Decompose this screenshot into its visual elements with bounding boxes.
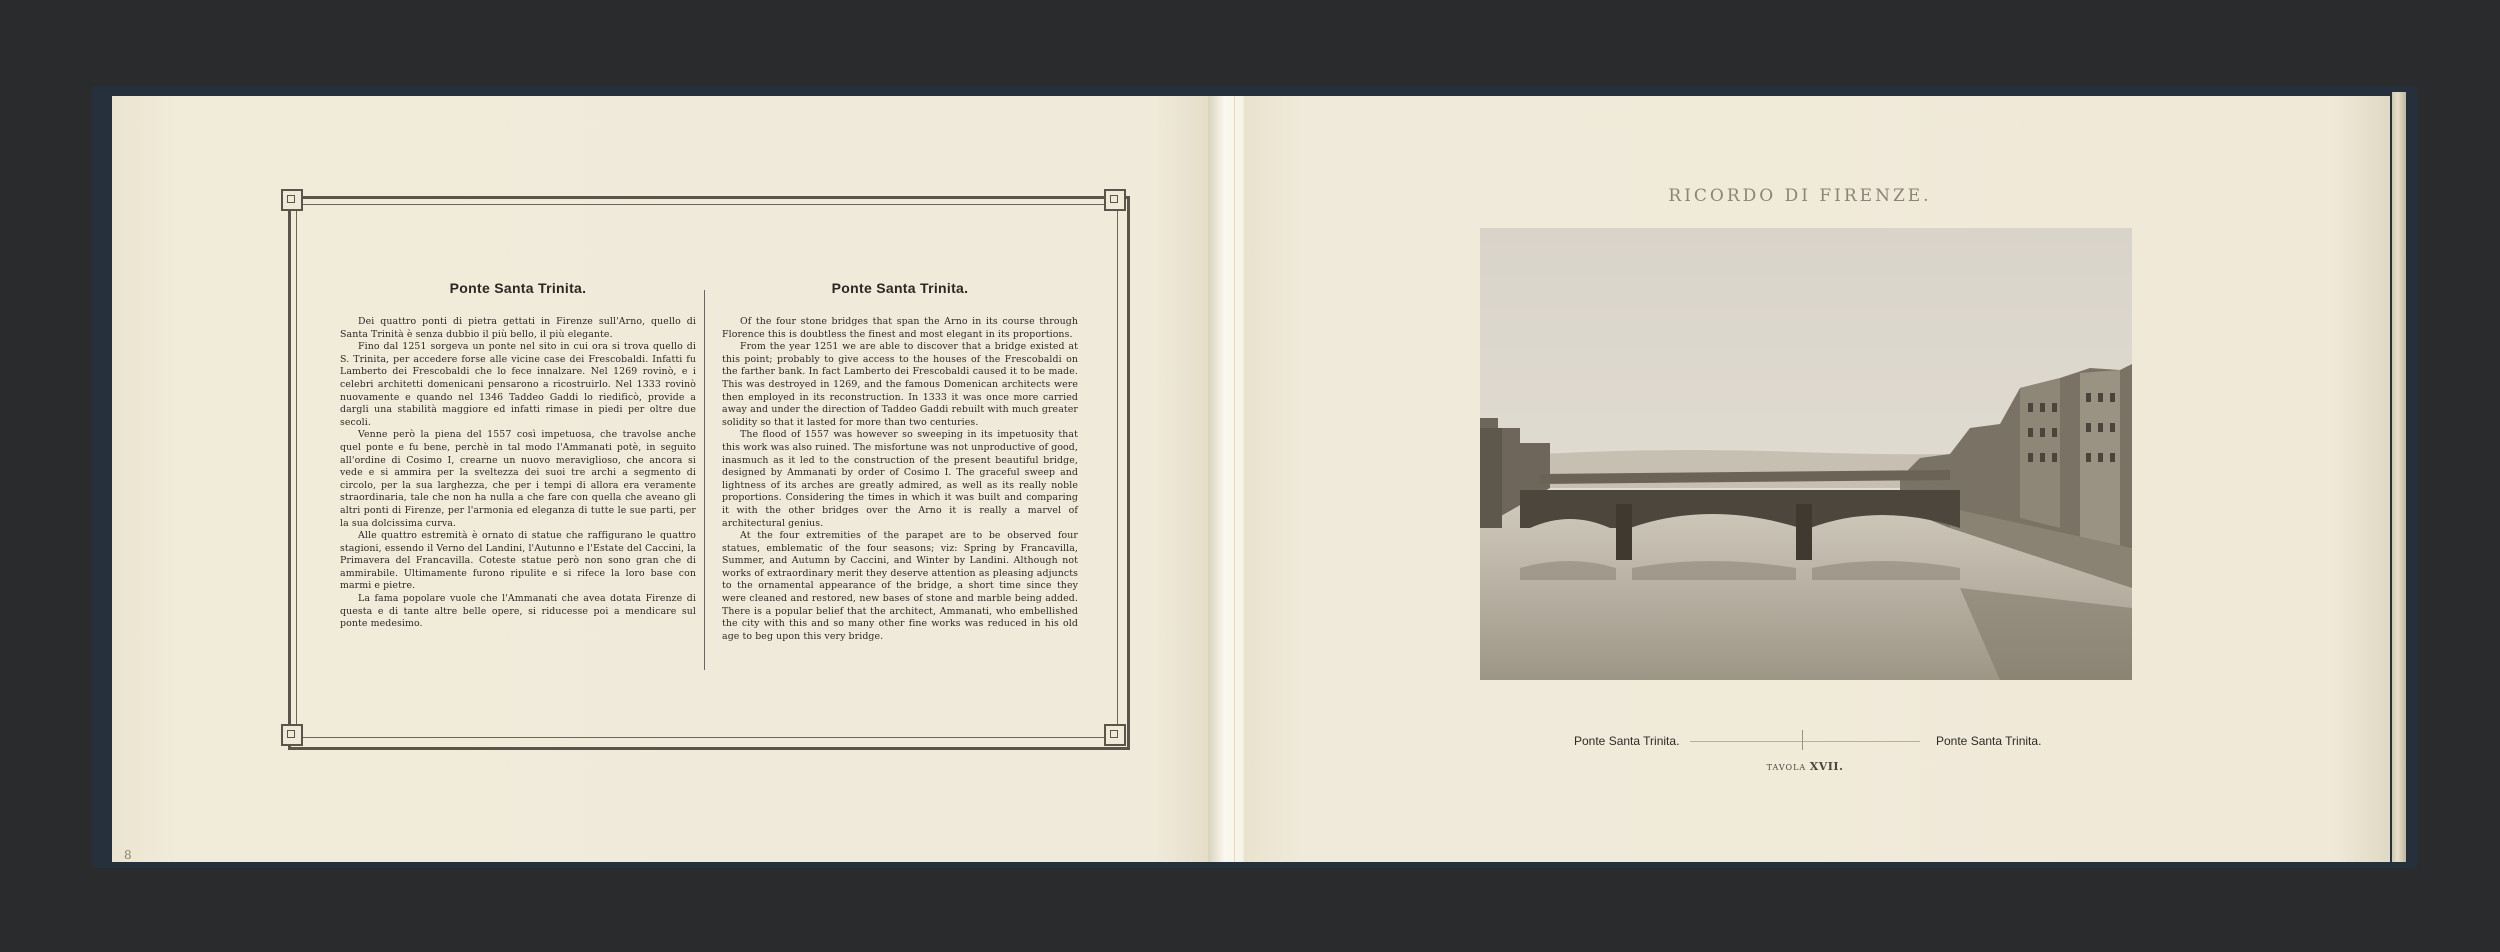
italian-paragraph: Alle quattro estremità è ornato di statue che raffigurano le quattro stagioni, essendo il Verno del Landini, l'Autunno e l'Estate del Caccini, la Primavera del Francavilla. Coteste statue però non sono gran che di ammirabile. Ultimamente furono ripulite e si rifece la loro base con marmi e pietre.	[340, 530, 696, 592]
italian-paragraph: La fama popolare vuole che l'Ammanati che avea dotata Firenze di questa e di tante altre belle opere, si riducesse poi a mendicare sul ponte medesimo.	[340, 593, 696, 630]
page-number: 8	[124, 848, 132, 862]
frame-corner-ornament	[1104, 189, 1126, 211]
english-paragraph: At the four extremities of the parapet are to be observed four statues, emblematic of the four seasons; viz: Spring by Francavilla, Summer, and Autumn by Caccini, and Winter by Landini. Although not works of extraordinary merit they deserve attention as pleasing adjuncts to the ornamental appearance of the bridge, a short time since they were cleaned and restored, new bases of stone and marble being added. There is a popular belief that the architect, Ammanati, who embellished the city with this and so many other fine works was reduced in his old age to beg upon this very bridge.	[722, 530, 1078, 642]
italian-text-column	[340, 280, 696, 631]
english-paragraph: The flood of 1557 was however so sweeping in its impetuosity that this work was also ruined. The misfortune was not unproductive of good, inasmuch as it led to the construction of the present beautiful bridge, designed by Ammanati by order of Cosimo I. The graceful sweep and lightness of its arches are greatly admired, as well as its really noble proportions. Considering the times in which it was built and comparing it with the other bridges over the Arno it is really a marvel of architectural genius.	[722, 429, 1078, 529]
italian-paragraph: Dei quattro ponti di pietra gettati in Firenze sull'Arno, quello di Santa Trinità è senza dubbio il più bello, il più elegante.	[340, 316, 696, 340]
italian-paragraph: Venne però la piena del 1557 così impetuosa, che travolse anche quel ponte e fu bene, perchè in tal modo l'Ammanati potè, in seguito all'ordine di Cosimo I, crearne un nuovo meraviglioso, che ancora si vede e si ammira per la sveltezza dei suoi tre archi a segmento di circolo, per la sua larghezza, che per i tempi di allora era veramente straordinaria, tale che non ha nulla a che fare con quella che aveano gli altri ponti di Firenze, per l'armonia ed eleganza di tutte le sue parti, per la sua dolcissima curva.	[340, 429, 696, 529]
album-title: RICORDO DI FIRENZE.	[1668, 186, 1932, 206]
bridge-photograph	[1480, 228, 2132, 680]
plate-label: TAVOLA	[1766, 763, 1807, 772]
english-paragraph: From the year 1251 we are able to discover that a bridge existed at this point; probably to give access to the houses of the Frescobaldi on the farther bank. In fact Lamberto dei Frescobaldi caused it to be made. This was destroyed in 1269, and the famous Domenican architects were then employed in its reconstruction. In 1333 it was once more carried away and under the direction of Taddeo Gaddi rebuilt with much greater solidity so that it lasted for more than two centuries.	[722, 341, 1078, 428]
english-heading: Ponte Santa Trinita.	[831, 280, 969, 296]
plate-number	[1740, 760, 1870, 773]
english-paragraph: Of the four stone bridges that span the Arno in its course through Florence this is doubtless the finest and most elegant in its proportions.	[722, 316, 1078, 340]
photo-caption-right: Ponte Santa Trinita.	[1936, 734, 2042, 748]
caption-divider-rule	[1690, 741, 1920, 742]
column-divider	[704, 290, 705, 670]
italian-paragraph: Fino dal 1251 sorgeva un ponte nel sito in cui ora si trova quello di S. Trinita, per accedere forse alle vicine case dei Frescobaldi. Infatti fu Lamberto dei Frescobaldi che lo fece innalzare. Nel 1269 rovinò, e i celebri architetti domenicani pensarono a ricostruirlo. Nel 1333 rovinò nuovamente e quando nel 1346 Taddeo Gaddi lo riedificò, provide a dargli una stabilità maggiore ed infatti rimase in piedi per oltre due secoli.	[340, 341, 696, 428]
plate-numeral: XVII.	[1809, 760, 1844, 773]
frame-corner-ornament	[281, 724, 303, 746]
english-text-column	[722, 280, 1078, 643]
frame-corner-ornament	[1104, 724, 1126, 746]
caption-center-tick	[1802, 730, 1803, 750]
page-edges	[2392, 92, 2406, 862]
italian-heading: Ponte Santa Trinita.	[449, 280, 587, 296]
frame-corner-ornament	[281, 189, 303, 211]
photo-caption-left: Ponte Santa Trinita.	[1574, 734, 1680, 748]
